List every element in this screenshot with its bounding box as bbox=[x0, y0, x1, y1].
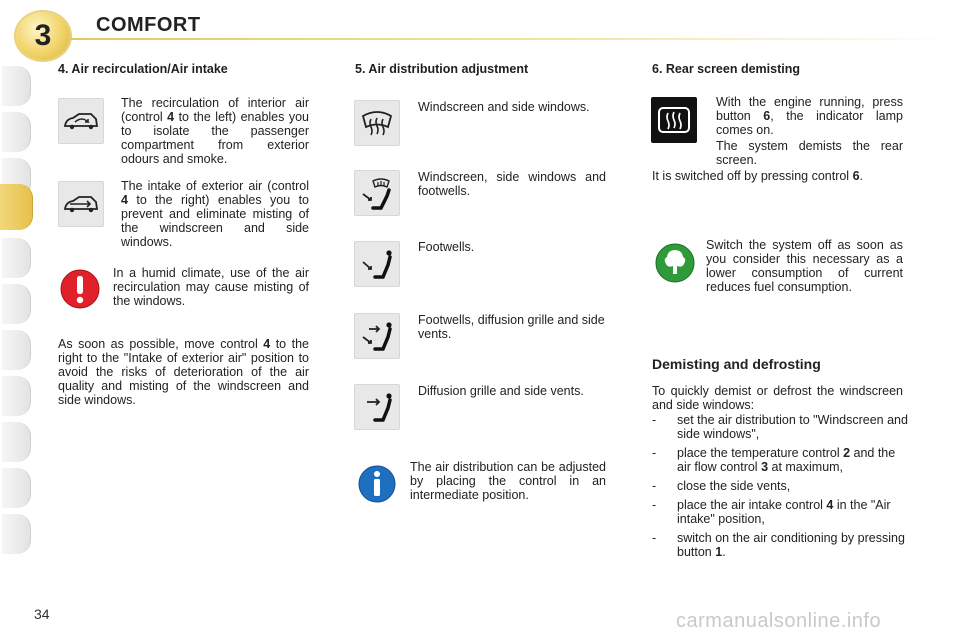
footwell-vent-icon bbox=[354, 313, 400, 359]
distribution-option-label: Windscreen, side windows and footwells. bbox=[418, 170, 606, 198]
chapter-tab-11[interactable] bbox=[2, 514, 31, 554]
rear-demist-instructions: With the engine running, press button 6, the indicator lamp comes on. bbox=[716, 95, 903, 137]
demisting-steps bbox=[652, 413, 910, 564]
chapter-tab-9[interactable] bbox=[2, 422, 31, 462]
chapter-tab-2[interactable] bbox=[2, 112, 31, 152]
section-heading-air-recirculation: 4. Air recirculation/Air intake bbox=[58, 62, 228, 76]
section-heading-air-distribution: 5. Air distribution adjustment bbox=[355, 62, 529, 76]
air-intake-icon bbox=[58, 181, 104, 227]
windscreen-demist-icon bbox=[354, 100, 400, 146]
vent-icon bbox=[354, 384, 400, 430]
chapter-tab-5[interactable] bbox=[2, 238, 31, 278]
list-item: - close the side vents, bbox=[652, 479, 910, 493]
intake-description: The intake of exterior air (control 4 to the right) enables you to prevent and eliminate misting of the windscreen and side windows. bbox=[121, 179, 309, 249]
info-icon bbox=[357, 464, 397, 509]
air-recirculation-icon bbox=[58, 98, 104, 144]
rear-demist-result: The system demists the rear screen. bbox=[716, 139, 903, 167]
chapter-tab-6[interactable] bbox=[2, 284, 31, 324]
distribution-option-label: Footwells. bbox=[418, 240, 475, 254]
chapter-tab-1[interactable] bbox=[2, 66, 31, 106]
chapter-number-badge: 3 bbox=[16, 12, 70, 60]
chapter-tab-8[interactable] bbox=[2, 376, 31, 416]
info-note: The air distribution can be adjusted by placing the control in an intermediate position. bbox=[410, 460, 606, 502]
chapter-tab-active[interactable] bbox=[0, 184, 33, 230]
header-rule bbox=[70, 38, 960, 40]
humid-climate-warning: In a humid climate, use of the air recirculation may cause misting of the windows. bbox=[113, 266, 309, 308]
warning-icon bbox=[59, 268, 101, 315]
footwell-icon bbox=[354, 241, 400, 287]
rear-screen-demist-icon bbox=[651, 97, 697, 143]
page-number: 34 bbox=[34, 606, 50, 622]
chapter-title: COMFORT bbox=[96, 14, 201, 36]
list-item: - set the air distribution to "Windscreen and side windows", bbox=[652, 413, 910, 441]
rear-demist-switch-off: It is switched off by pressing control 6. bbox=[652, 169, 863, 183]
demisting-intro: To quickly demist or defrost the windscreen and side windows: bbox=[652, 384, 903, 412]
chapter-tab-10[interactable] bbox=[2, 468, 31, 508]
list-item: - place the air intake control 4 in the "Air intake" position, bbox=[652, 498, 910, 526]
chapter-tab-strip bbox=[0, 66, 34, 576]
eco-tree-icon bbox=[654, 242, 696, 289]
distribution-option-label: Footwells, diffusion grille and side vents. bbox=[418, 313, 605, 341]
section-heading-rear-screen: 6. Rear screen demisting bbox=[652, 62, 800, 76]
chapter-tab-7[interactable] bbox=[2, 330, 31, 370]
recirculation-description: The recirculation of interior air (control 4 to the left) enables you to isolate the passenger compartment from exterior odours and smoke. bbox=[121, 96, 310, 166]
eco-advice: Switch the system off as soon as you consider this necessary as a lower consumption of current reduces fuel consumption. bbox=[706, 238, 903, 294]
list-item: - place the temperature control 2 and the air flow control 3 at maximum, bbox=[652, 446, 910, 474]
list-item: - switch on the air conditioning by pressing button 1. bbox=[652, 531, 910, 559]
windscreen-footwell-icon bbox=[354, 170, 400, 216]
watermark: carmanualsonline.info bbox=[676, 610, 882, 632]
distribution-option-label: Windscreen and side windows. bbox=[418, 100, 590, 114]
distribution-option-label: Diffusion grille and side vents. bbox=[418, 384, 584, 398]
demisting-heading: Demisting and defrosting bbox=[652, 356, 821, 372]
intake-advice: As soon as possible, move control 4 to the right to the "Intake of exterior air" position to avoid the risks of deterioration of the air quality and misting of the windscreen and side windows. bbox=[58, 337, 310, 407]
